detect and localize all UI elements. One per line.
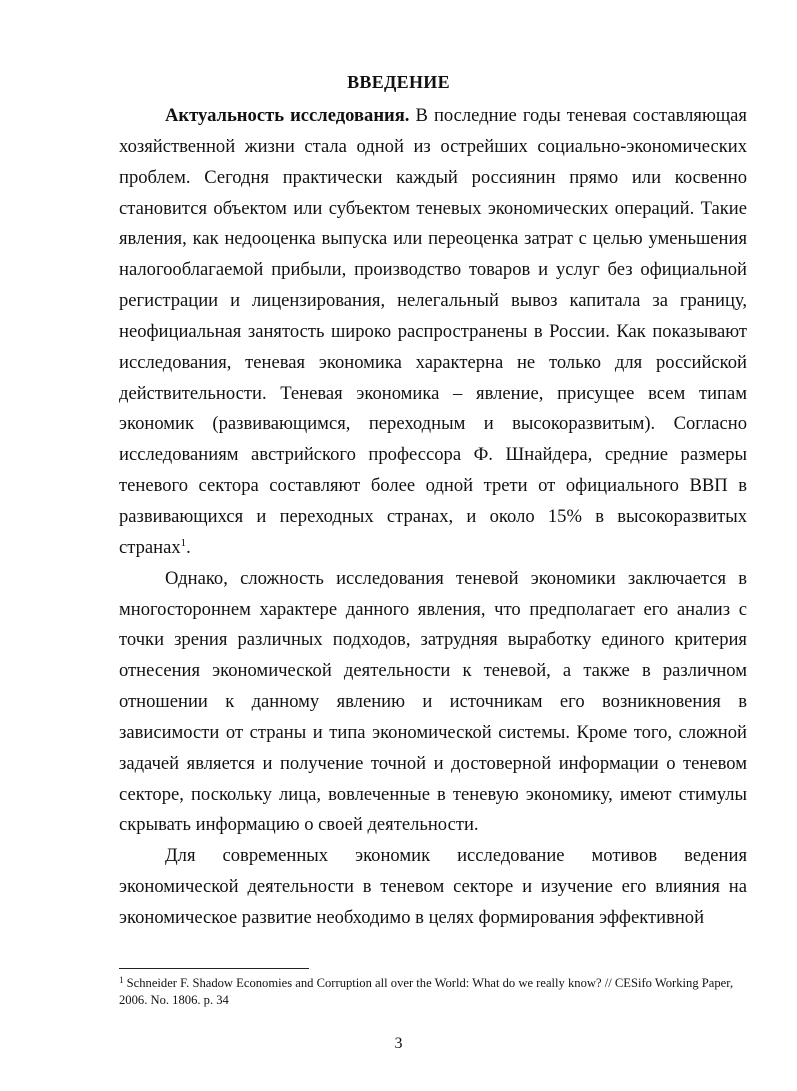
footnote-separator	[119, 968, 309, 969]
paragraph-tail: .	[186, 536, 191, 558]
footnote	[119, 975, 749, 1009]
page-number: 3	[394, 1035, 403, 1052]
footnote-reference[interactable]: 1	[180, 536, 187, 549]
paragraph-relevance	[119, 101, 747, 564]
body-text	[119, 101, 747, 934]
footnote-number: 1	[119, 975, 124, 985]
paragraph-modern-economies: Для современных экономик исследование мотивов ведения экономической деятельности в теневом секторе и изучение его влияния на экономическое развитие необходимо в целях формирования эффективной	[119, 845, 747, 928]
page-title: ВВЕДЕНИЕ	[347, 72, 450, 92]
paragraph-lead: Актуальность исследования.	[165, 105, 410, 126]
paragraph-text: В последние годы теневая составляющая хозяйственной жизни стала одной из острейших социально-экономических проблем. Сегодня практически каждый россиянин прямо или косвенно становится объектом или субъектом теневых экономических операций. Такие явления, как недооценка выпуска или переоценка затрат с целью уменьшения налогооблагаемой прибыли, производство товаров и услуг без официальной регистрации и лицензирования, нелегальный вывоз капитала за границу, неофициальная занятость широко распространены в России. Как показывают исследования, теневая экономика характерна не только для российской действительности. Теневая экономика – явление, присущее всем типам экономик (развивающимся, переходным и высокоразвитым). Согласно исследованиям австрийского профессора Ф. Шнайдера, средние размеры теневого сектора составляют более одной трети от официального ВВП в развивающихся и переходных странах, и около 15% в высокоразвитых странах	[119, 105, 747, 558]
footnote-text: Schneider F. Shadow Economies and Corruption all over the World: What do we really know? // CESifo Working Paper, 2006. No. 1806. p. 34	[119, 976, 734, 1007]
paragraph-complexity: Однако, сложность исследования теневой экономики заключается в многостороннем характере данного явления, что предполагает его анализ с точки зрения различных подходов, затрудняя выработку единого критерия отнесения экономической деятельности к теневой, а также в различном отношении к данному явлению и источникам его возникновения в зависимости от страны и типа экономической системы. Кроме того, сложной задачей является и получение точной и достоверной информации о теневом секторе, поскольку лица, вовлеченные в теневую экономику, имеют стимулы скрывать информацию о своей деятельности.	[119, 567, 747, 836]
